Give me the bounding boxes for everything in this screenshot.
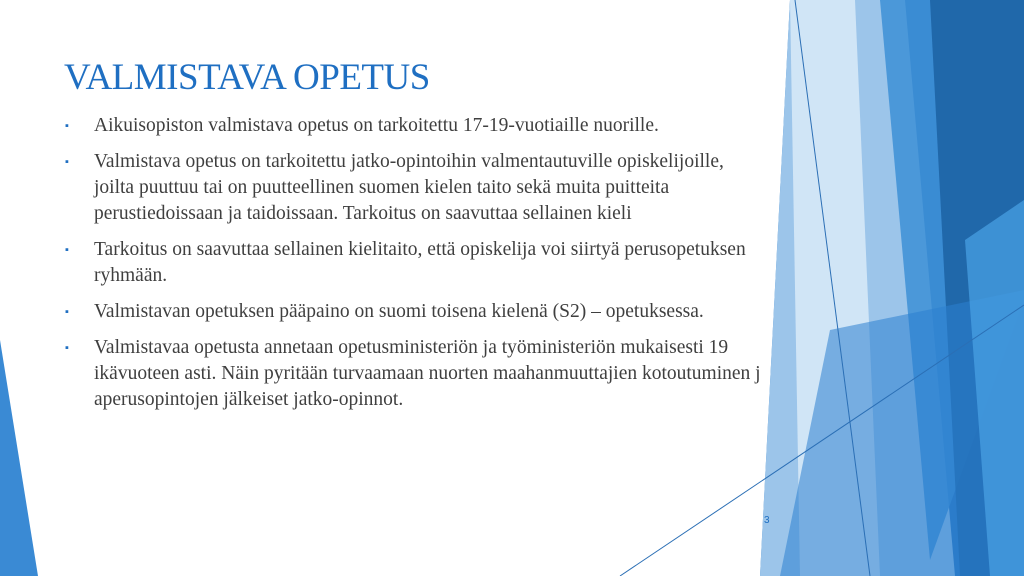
left-accent-shape [0,340,38,576]
bullet-square-icon: ▪ [65,306,69,318]
bullet-item [64,237,764,289]
slide-title: VALMISTAVA OPETUS [64,57,430,98]
bullet-square-icon: ▪ [65,342,69,354]
bullet-text: Valmistavan opetuksen pääpaino on suomi toisena kielenä (S2) – opetuksessa. [94,301,704,322]
bullet-item [64,113,764,139]
bullet-text: Valmistavaa opetusta annetaan opetusministeriön ja työministeriön mukaisesti 19 ikävuoteen asti. Näin pyritään turvaamaan nuorten maahanmuuttajien kotoutuminen j aperusopintojen jälkeiset jatko-opinnot. [94,337,761,410]
bullet-square-icon: ▪ [65,156,69,168]
bullet-item [64,335,764,413]
bullet-text: Aikuisopiston valmistava opetus on tarkoitettu 17-19-vuotiaille nuorille. [94,115,659,136]
bullet-text: Valmistava opetus on tarkoitettu jatko-opintoihin valmentautuville opiskelijoille, joilta puuttuu tai on puutteellinen suomen kielen taito sekä muita puitteita perustiedoissaan ja taidoissaan. Tarkoitus on saavuttaa sellainen kieli [94,151,724,224]
slide-number: 3 [764,515,770,526]
bullet-text: Tarkoitus on saavuttaa sellainen kielitaito, että opiskelija voi siirtyä perusopetuksen ryhmään. [94,239,746,286]
bullet-item [64,149,764,227]
bullet-square-icon: ▪ [65,120,69,132]
bullet-list [64,113,764,423]
bullet-square-icon: ▪ [65,244,69,256]
bullet-item [64,299,764,325]
